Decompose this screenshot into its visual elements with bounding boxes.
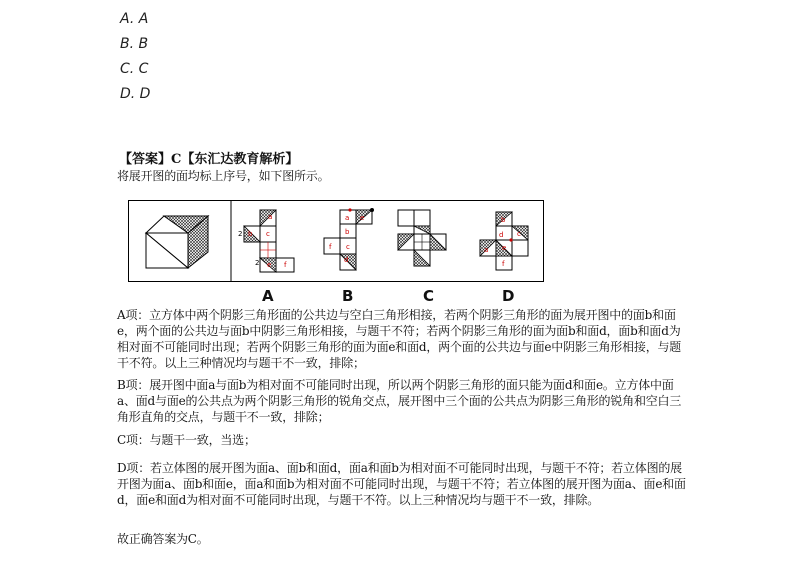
- svg-text:b: b: [248, 230, 253, 238]
- svg-text:b: b: [501, 216, 506, 224]
- option-c[interactable]: C. C: [120, 61, 149, 77]
- nets-figure: [128, 200, 544, 282]
- svg-text:f: f: [284, 261, 287, 269]
- figure-label-b: B: [342, 287, 354, 305]
- paragraph-b: B项：展开图中面a与面b为相对面不可能同时出现，所以两个阴影三角形的面只能为面d和面e。立方体中面a、面d与面e的公共点为两个阴影三角形的锐角交点，展开图中三个面的公共点为阴影三角形的锐角和空白三角形直角的交点，与题干不一致，排除；: [117, 378, 682, 424]
- svg-text:e: e: [502, 244, 507, 252]
- svg-text:2: 2: [238, 230, 243, 238]
- svg-text:2: 2: [255, 259, 260, 267]
- figure-label-a: A: [262, 287, 274, 305]
- svg-text:e: e: [360, 214, 365, 222]
- svg-text:c: c: [346, 243, 350, 251]
- svg-text:f: f: [329, 243, 332, 251]
- option-b[interactable]: B. B: [120, 36, 149, 52]
- svg-text:d: d: [344, 256, 349, 264]
- figure-label-d: D: [502, 287, 515, 305]
- svg-text:f: f: [502, 260, 505, 268]
- option-a[interactable]: A. A: [120, 11, 149, 27]
- svg-text:c: c: [266, 230, 270, 238]
- svg-text:a: a: [484, 246, 489, 254]
- paragraph-d: D项：若立体图的展开图为面a、面b和面d，面a和面b为相对面不可能同时出现，与题干不符；若立体图的展开图为面a、面b和面e，面a和面b为相对面不可能同时出现，与题干不符；若立体图的展开图为面a、面e和面d，面e和面d为相对面不可能同时出现，与题干不符。以上三种情况均与题干不一致，排除。: [117, 461, 686, 507]
- svg-text:c: c: [517, 230, 521, 238]
- svg-text:b: b: [345, 228, 350, 236]
- option-d[interactable]: D. D: [120, 86, 151, 102]
- figure-label-c: C: [423, 287, 435, 305]
- intro-text: 将展开图的面均标上序号，如下图所示。: [117, 169, 330, 183]
- answer-heading: 【答案】C【东汇达教育解析】: [119, 152, 299, 167]
- svg-text:a: a: [268, 213, 273, 221]
- svg-text:d: d: [499, 231, 504, 239]
- svg-text:e: e: [267, 261, 272, 269]
- conclusion: 故正确答案为C。: [117, 532, 209, 546]
- paragraph-c: C项：与题干一致，当选；: [117, 433, 256, 447]
- paragraph-a: A项：立方体中两个阴影三角形面的公共边与空白三角形相接，若两个阴影三角形的面为展开图中的面b和面e，两个面的公共边与面b中阴影三角形相接，与题干不符；若两个阴影三角形的面为面b和面d，面b和面d为相对面不可能同时出现；若两个阴影三角形的面为面e和面d，两个面的公共边与面e中阴影三角形相接，与题干不符。以上三种情况均与题干不一致，排除；: [117, 308, 682, 370]
- svg-text:a: a: [345, 214, 350, 222]
